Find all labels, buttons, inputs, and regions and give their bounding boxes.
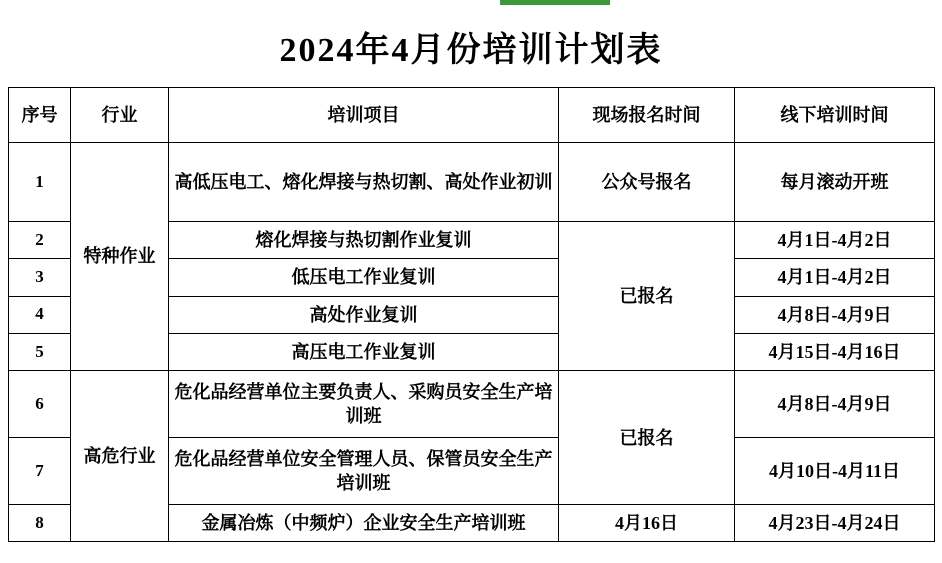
table-row (9, 371, 935, 438)
cell-training-date: 4月10日-4月11日 (735, 438, 935, 505)
column-header-training-time: 线下培训时间 (735, 88, 935, 143)
table-row (9, 143, 935, 222)
cell-project: 高压电工作业复训 (169, 333, 559, 370)
cell-training-date: 4月23日-4月24日 (735, 505, 935, 542)
column-header-signup-time: 现场报名时间 (559, 88, 735, 143)
cell-training-date: 4月1日-4月2日 (735, 259, 935, 296)
cell-index: 3 (9, 259, 71, 296)
column-header-index: 序号 (9, 88, 71, 143)
cell-signup-registered: 已报名 (559, 371, 735, 505)
page-title: 2024年4月份培训计划表 (279, 32, 663, 69)
cell-index: 2 (9, 222, 71, 259)
cell-index: 1 (9, 143, 71, 222)
column-header-project: 培训项目 (169, 88, 559, 143)
training-plan-table (8, 87, 935, 542)
cell-project: 危化品经营单位安全管理人员、保管员安全生产培训班 (169, 438, 559, 505)
cell-industry-special-operations: 特种作业 (71, 143, 169, 371)
cell-training-date: 4月8日-4月9日 (735, 296, 935, 333)
cell-index: 4 (9, 296, 71, 333)
cell-project: 低压电工作业复训 (169, 259, 559, 296)
cell-training-date: 每月滚动开班 (735, 143, 935, 222)
cell-signup-registered: 已报名 (559, 222, 735, 371)
cell-industry-high-risk: 高危行业 (71, 371, 169, 542)
cell-index: 7 (9, 438, 71, 505)
table-header-row (9, 88, 935, 143)
cell-training-date: 4月15日-4月16日 (735, 333, 935, 370)
top-accent-bar (500, 0, 610, 5)
training-plan-table-container (0, 87, 942, 542)
cell-project: 危化品经营单位主要负责人、采购员安全生产培训班 (169, 371, 559, 438)
cell-project: 高低压电工、熔化焊接与热切割、高处作业初训 (169, 143, 559, 222)
cell-project: 金属冶炼（中频炉）企业安全生产培训班 (169, 505, 559, 542)
column-header-industry: 行业 (71, 88, 169, 143)
cell-training-date: 4月8日-4月9日 (735, 371, 935, 438)
cell-project: 熔化焊接与热切割作业复训 (169, 222, 559, 259)
cell-index: 8 (9, 505, 71, 542)
cell-project: 高处作业复训 (169, 296, 559, 333)
cell-index: 5 (9, 333, 71, 370)
cell-signup: 公众号报名 (559, 143, 735, 222)
cell-training-date: 4月1日-4月2日 (735, 222, 935, 259)
cell-signup: 4月16日 (559, 505, 735, 542)
cell-index: 6 (9, 371, 71, 438)
